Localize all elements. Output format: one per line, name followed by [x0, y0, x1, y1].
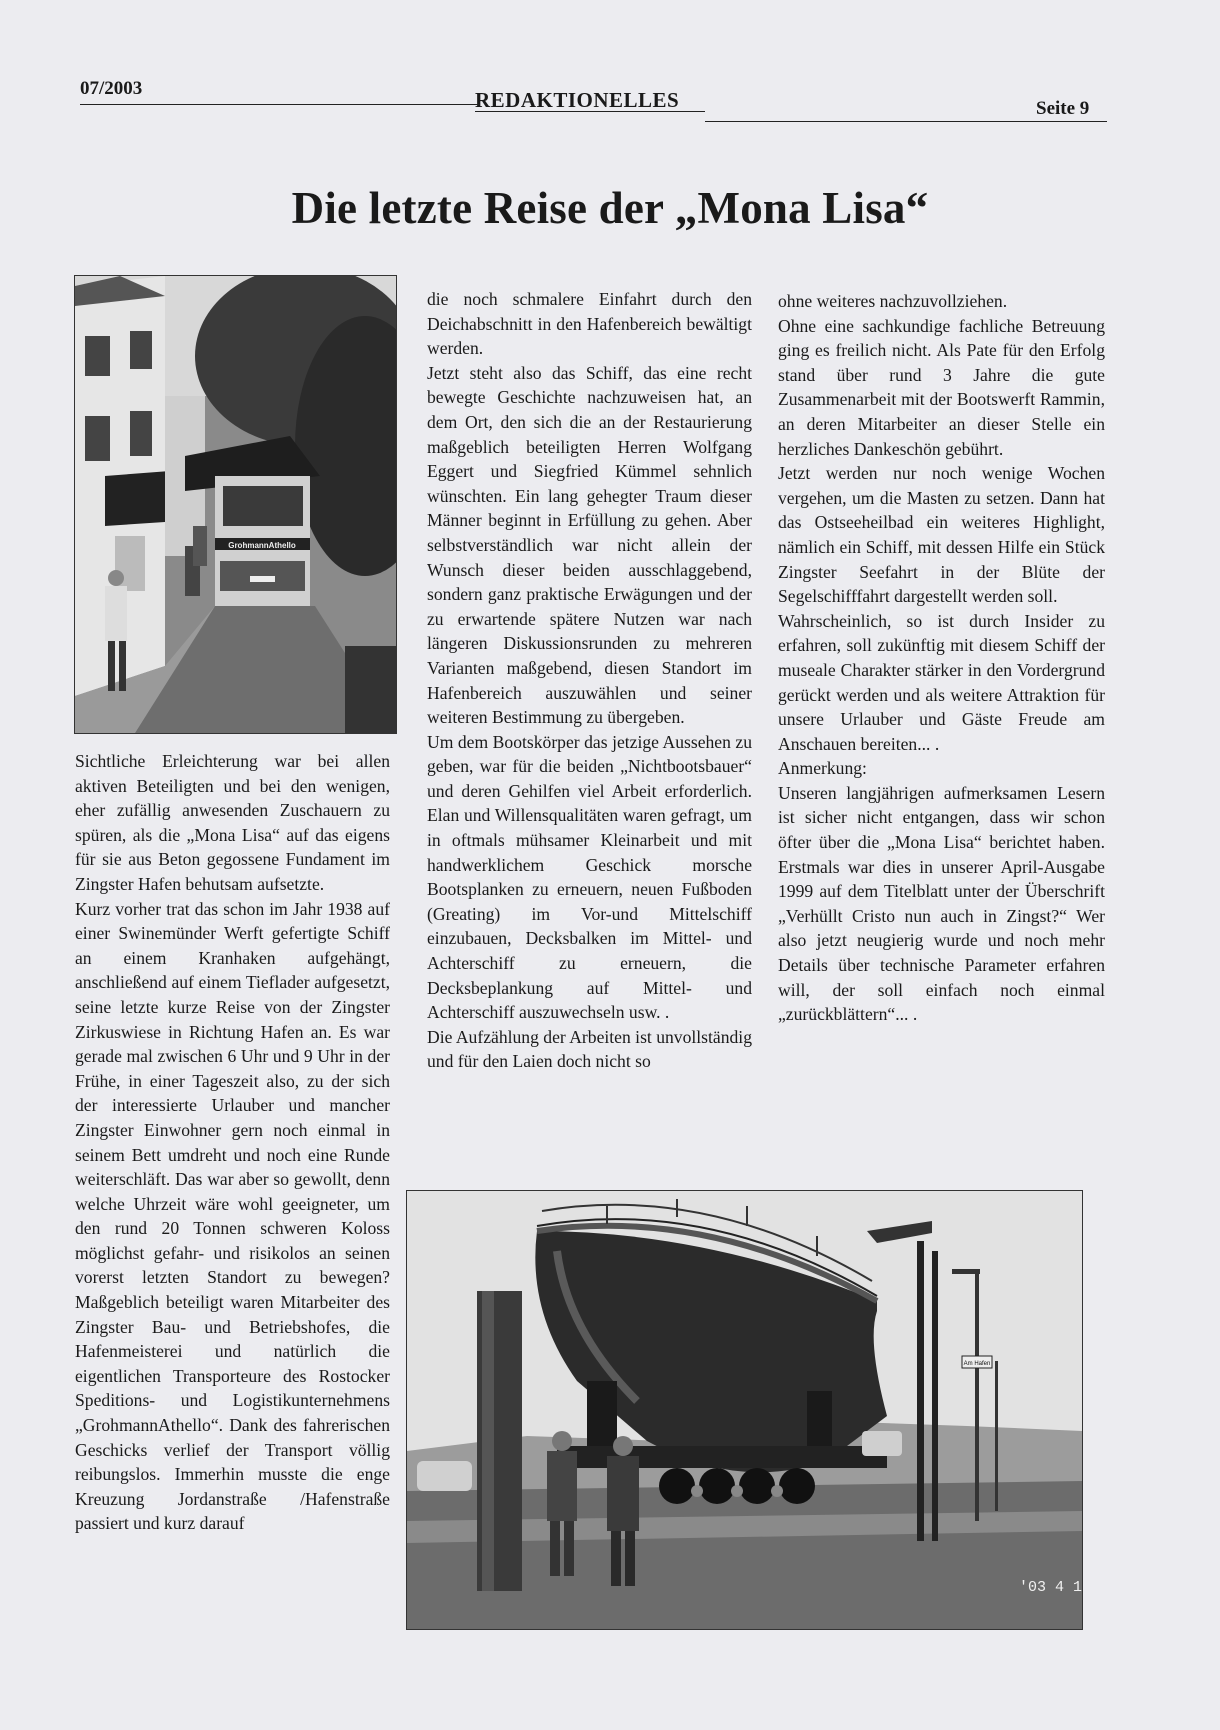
- paragraph: Sichtliche Erleichterung war bei allen aktiven Beteiligten und bei den wenigen, eher zufällig anwesenden Zuschauern zu spüren, als die „Mona Lisa“ auf das eigens für sie aus Beton gegossene Fundament im Zingster Hafen behutsam aufsetzte.: [75, 751, 390, 894]
- page-number: Seite 9: [1036, 98, 1090, 119]
- article-column-2: [427, 287, 752, 1074]
- street-sign-text: Am Hafen: [963, 1361, 991, 1367]
- truck-sign-text: GrohmannAthello: [228, 541, 296, 550]
- header-rule-right: [705, 121, 1107, 122]
- section-title: REDAKTIONELLES: [475, 88, 680, 112]
- paragraph: Jetzt steht also das Schiff, das eine recht bewegte Geschichte nachzuweisen hat, an dem Ort, den sich die an der Restaurierung maßgeblich beteiligten Herren Wolfgang Eggert und Siegfried Kümmel sehnlich wünschten. Ein lang gehegter Traum dieser Männer beginnt in Erfüllung zu gehen. Aber selbstverständlich war nicht allein der Wunsch dieser beiden ausschlaggebend, sondern ganz praktische Erwägungen und der zu erwartende spätere Nutzen war nach längeren Diskussionsrunden zu mehreren Varianten maßgebend, diesen Standort im Hafenbereich auszuwählen und seiner weiteren Bestimmung zu übergeben.: [427, 362, 752, 728]
- photo-date-stamp: '03 4 1: [1019, 1579, 1082, 1596]
- article-column-3: [778, 289, 1105, 1027]
- paragraph: Anmerkung:: [778, 758, 867, 779]
- paragraph: Unseren langjährigen aufmerksamen Lesern ist sicher nicht entgangen, dass wir schon öfter über die „Mona Lisa“ berichtet haben. Erstmals war dies in unserer April-Ausgabe 1999 auf dem Titelblatt unter der Überschrift „Verhüllt Cristo nun auch in Zingst?“ Wer also jetzt neugierig wurde und noch mehr Details über technische Parameter erfahren will, der soll einfach noch einmal „zurückblättern“... .: [778, 782, 1105, 1025]
- paragraph: ohne weiteres nachzuvollziehen.: [778, 291, 1008, 311]
- article-title: Die letzte Reise der „Mona Lisa“: [291, 183, 929, 233]
- paragraph: Ohne eine sachkundige fachliche Betreuung ging es freilich nicht. Als Pate für den Erfolg stand über rund 3 Jahre die gute Zusammenarbeit mit der Bootswerft Rammin, an deren Mitarbeiter an dieser Stelle ein herzliches Dankeschön gebührt.: [778, 315, 1105, 459]
- photo-boat-on-lowloader: [406, 1190, 1083, 1630]
- header-rule-left: [80, 104, 480, 105]
- paragraph: Wahrscheinlich, so ist durch Insider zu erfahren, soll zukünftig mit diesem Schiff der museale Charakter stärker in den Vordergrund gerückt werden und als weitere Attraktion für unsere Urlauber und Gäste Freude am Anschauen bereiten... .: [778, 610, 1105, 754]
- paragraph: Die Aufzählung der Arbeiten ist unvollständig und für den Laien doch nicht so: [427, 1026, 752, 1072]
- paragraph: Kurz vorher trat das schon im Jahr 1938 auf einer Swinemünder Werft gefertigte Schiff an einem Kranhaken aufgehängt, anschließend auf einem Tieflader aufgesetzt, seine letzte kurze Reise von der Zingster Zirkuswiese in Richtung Hafen an. Es war gerade mal zwischen 6 Uhr und 9 Uhr in der Frühe, in einer Tageszeit also, zu der sich der interessierte Urlauber und mancher Zingster Einwohner gern noch einmal in seinem Bett umdreht und noch eine Runde weiterschläft. Das war aber so gewollt, denn welche Uhrzeit wäre wohl geeigneter, um den rund 20 Tonnen schweren Koloss möglichst gefahr- und risikolos an seinen vorerst letzten Standort zu bewegen? Maßgeblich beteiligt waren Mitarbeiter des Zingster Bau- und Betriebshofes, die Hafenmeisterei und natürlich die eigentlichen Transporteure des Rostocker Speditions- und Logistikunternehmens „GrohmannAthello“. Dank des fahrerischen Geschicks verlief der Transport völlig reibungslos. Immerhin musste die enge Kreuzung Jordanstraße /Hafenstraße passiert und kurz darauf: [75, 898, 390, 1534]
- paragraph: die noch schmalere Einfahrt durch den Deichabschnitt in den Hafenbereich bewältigt werden.: [427, 289, 752, 359]
- issue-number: 07/2003: [80, 78, 143, 99]
- paragraph: Um dem Bootskörper das jetzige Aussehen zu geben, war für die beiden „Nichtbootsbauer“ und deren Gehilfen viel Arbeit erforderlich. Elan und Willensqualitäten waren gefragt, um in oftmals mühsamer Kleinarbeit und mit handwerklichem Geschick morsche Bootsplanken zu erneuern, neuen Fußboden (Greating) im Vor-und Mittelschiff einzubauen, Decksbalken im Mittel- und Achterschiff zu erneuern, die Decksbeplankung auf Mittel- und Achterschiff auszuwechseln usw. .: [427, 731, 752, 1023]
- photo-truck-transport: [74, 275, 397, 734]
- paragraph: Jetzt werden nur noch wenige Wochen vergehen, um die Masten zu setzen. Dann hat das Ostseeheilbad ein weiteres Highlight, nämlich ein Schiff, mit dessen Hilfe ein Stück Zingster Seefahrt in der Blüte der Segelschifffahrt dargestellt werden soll.: [778, 463, 1105, 607]
- header-rule-center: [475, 111, 705, 112]
- article-column-1: [75, 749, 390, 1536]
